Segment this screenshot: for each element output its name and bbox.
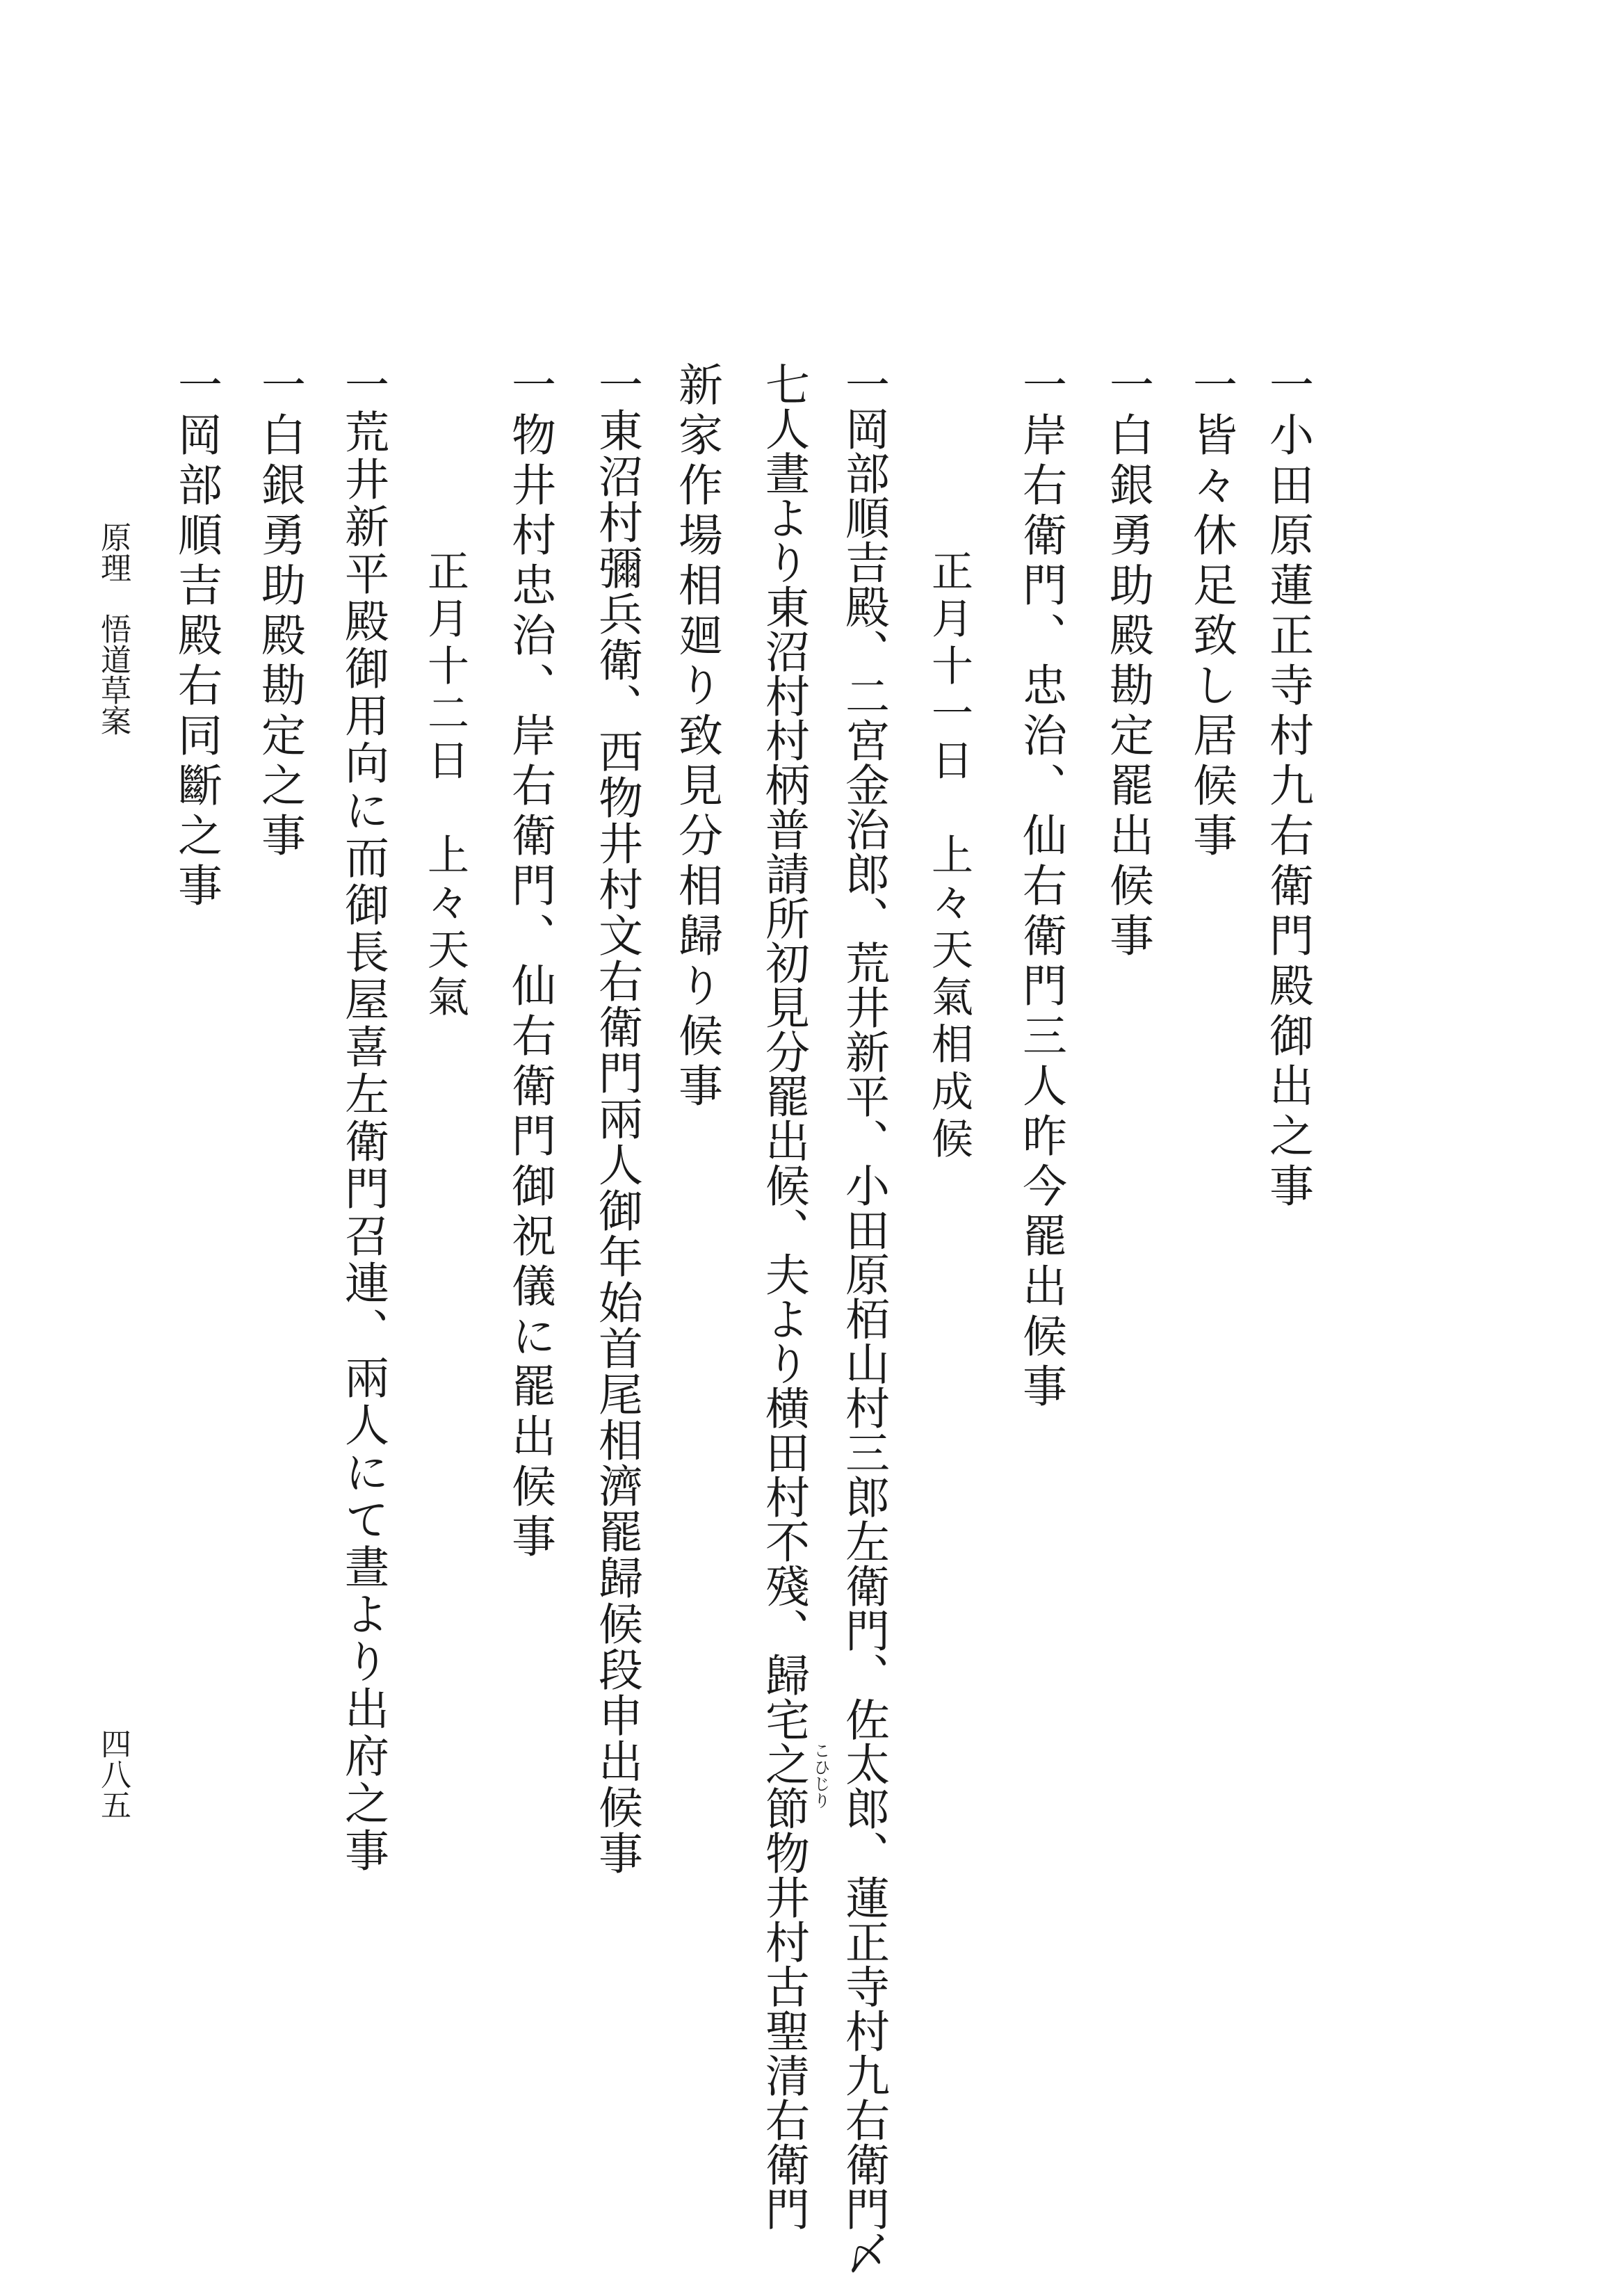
date-heading-jan-12: 正月十二日 上々天氣 [421, 549, 469, 1022]
text-line-13: 一白銀勇助殿勘定之事 [254, 362, 305, 862]
date-heading-jan-11: 正月十一日 上々天氣相成候 [925, 549, 973, 1164]
text-line-10: 一物井村忠治、岸右衛門、仙右衛門御祝儀に罷出候事 [504, 362, 555, 1563]
text-line-6: 一岡部順吉殿、二宮金治郎、荒井新平、小田原栢山村三郎左衛門、佐太郎、蓮正寺村九右衛門〆 [838, 362, 889, 2275]
text-line-4: 一岸右衛門、忠治、仙右衛門三人昨今罷出候事 [1015, 362, 1066, 1413]
running-title: 原理 悟道草案 [95, 522, 131, 736]
page-number: 四八五 [95, 1728, 131, 1820]
text-line-12: 一荒井新平殿御用向に而御長屋喜左衛門召連、兩人にて晝より出府之事 [337, 362, 389, 1875]
text-line-7: 七人晝より東沼村村柄普請所初見分罷出候、夫より横田村不殘、歸宅之節物井村古聖清右衛門 [758, 362, 809, 2231]
text-line-9: 一東沼村彌兵衛、西物井村文右衛門兩人御年始首尾相濟罷歸候段申出候事 [591, 362, 642, 1876]
ruby-annotation: こひじり [811, 1742, 830, 1809]
text-line-1: 一小田原蓮正寺村九右衛門殿御出之事 [1262, 362, 1313, 1213]
text-line-8: 新家作場相廻り致見分相歸り候事 [671, 362, 722, 1113]
text-line-14: 一岡部順吉殿右同斷之事 [170, 362, 222, 912]
text-line-3: 一白銀勇助殿勘定罷出候事 [1102, 362, 1153, 962]
text-line-2: 一皆々休足致し居候事 [1185, 362, 1237, 862]
